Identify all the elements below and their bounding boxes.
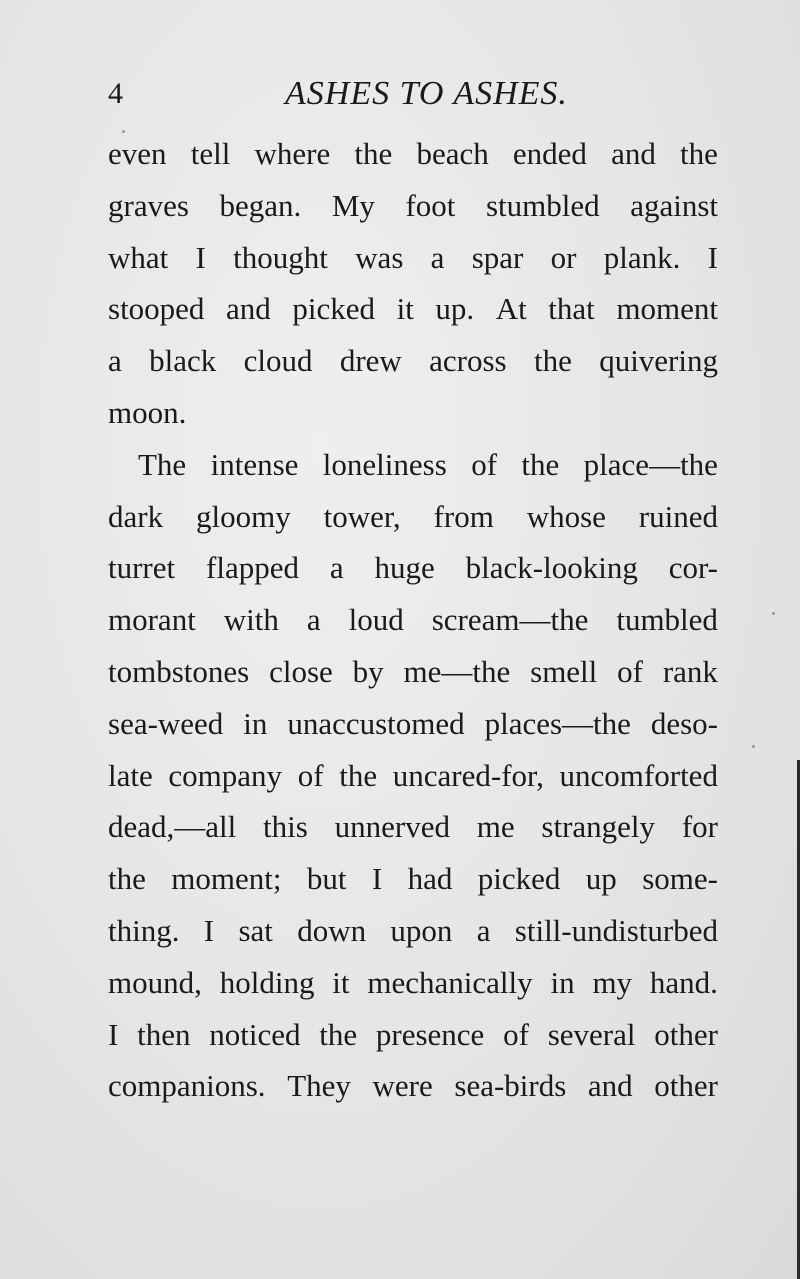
word: uncared-for, <box>392 757 544 793</box>
word: graves <box>108 187 189 223</box>
word: for <box>681 809 718 845</box>
word: a <box>306 602 321 638</box>
text-line <box>108 429 718 481</box>
word: presence <box>375 1016 485 1052</box>
word: a <box>476 912 491 948</box>
word: dead,—all <box>108 809 237 845</box>
text-line <box>108 584 718 636</box>
word: and <box>611 136 656 171</box>
word: the <box>319 1016 358 1052</box>
word: sea-weed <box>108 705 224 741</box>
word: a <box>108 343 122 379</box>
word: thing. <box>108 912 180 948</box>
word: the <box>108 861 146 897</box>
word: morant <box>108 602 196 638</box>
word: plank. <box>603 239 681 275</box>
word: ruined <box>638 498 718 534</box>
word: several <box>547 1016 636 1052</box>
word: then <box>137 1016 191 1052</box>
word: huge <box>374 550 435 586</box>
word: me—the <box>403 653 511 689</box>
word: stooped <box>108 291 205 327</box>
word: places—the <box>484 705 631 741</box>
word: deso- <box>650 705 718 741</box>
word: noticed <box>209 1016 301 1052</box>
word: cor- <box>668 550 718 586</box>
word: thought <box>233 239 328 275</box>
word: sat <box>238 912 273 948</box>
word: whose <box>526 498 606 534</box>
word: other <box>654 1068 718 1104</box>
word: intense <box>210 446 299 482</box>
word: of <box>503 1016 529 1052</box>
word: a <box>430 239 445 275</box>
word: tumbled <box>616 602 718 638</box>
word: late <box>108 757 153 793</box>
word: My <box>331 187 375 223</box>
word: place—the <box>583 446 718 482</box>
text-line: moon. <box>108 394 187 430</box>
word: my <box>592 964 633 1000</box>
word: beach <box>416 136 489 171</box>
word: tell <box>190 136 231 171</box>
word: and <box>587 1068 633 1104</box>
paper-speck <box>772 612 775 615</box>
word: mound, <box>108 964 202 1000</box>
word: companions. <box>108 1068 266 1104</box>
word: in <box>550 964 575 1000</box>
word: tower, <box>323 498 401 534</box>
text-line <box>108 895 718 947</box>
word: the <box>680 136 718 171</box>
word: other <box>654 1016 718 1052</box>
word: The <box>138 446 187 482</box>
word: loud <box>348 602 404 638</box>
word: moment; <box>171 861 282 897</box>
word: ended <box>512 136 587 171</box>
word: the <box>354 136 393 171</box>
text-line <box>108 740 718 792</box>
word: began. <box>219 187 302 223</box>
page-header <box>0 68 800 112</box>
word: quivering <box>599 343 718 379</box>
word: turret <box>108 550 176 586</box>
word: At <box>495 291 527 327</box>
paper-speck <box>752 745 755 748</box>
text-line <box>108 170 718 222</box>
word: scream—the <box>431 602 589 638</box>
word: stumbled <box>485 187 600 223</box>
text-line <box>108 688 718 740</box>
word: had <box>407 861 453 897</box>
word: against <box>630 187 718 223</box>
word: where <box>254 136 331 171</box>
word: me <box>476 809 515 845</box>
word: flapped <box>206 550 299 586</box>
word: sea-birds <box>454 1068 567 1104</box>
word: unnerved <box>334 809 450 845</box>
word: black <box>149 343 217 379</box>
page-number: 4 <box>108 77 123 110</box>
word: from <box>433 498 494 534</box>
word: or <box>550 239 577 275</box>
word: the <box>521 446 560 482</box>
running-title: ASHES TO ASHES. <box>285 75 568 112</box>
word: in <box>243 705 268 741</box>
word: of <box>471 446 498 482</box>
word: hand. <box>649 964 718 1000</box>
word: loneliness <box>322 446 447 482</box>
word: it <box>332 964 350 1000</box>
word: it <box>396 291 414 327</box>
word: were <box>372 1068 433 1104</box>
word: dark <box>108 498 164 534</box>
text-line <box>108 1050 718 1102</box>
word: with <box>223 602 279 638</box>
text-line <box>108 999 718 1051</box>
word: drew <box>339 343 402 379</box>
word: holding <box>219 964 315 1000</box>
word: strangely <box>541 809 656 845</box>
text-line <box>108 791 718 843</box>
word: moment <box>616 291 718 327</box>
word: up <box>585 861 617 897</box>
text-line <box>108 222 718 274</box>
word: uncomforted <box>559 757 718 793</box>
text-line <box>108 636 718 688</box>
word: unaccustomed <box>287 705 465 741</box>
text-line <box>108 481 718 533</box>
text-line <box>108 273 718 325</box>
word: black-looking <box>465 550 638 586</box>
word: company <box>168 757 283 793</box>
word: I <box>108 1016 119 1052</box>
word: down <box>297 912 367 948</box>
word: what <box>108 239 169 275</box>
word: a <box>329 550 344 586</box>
word: that <box>548 291 595 327</box>
word: tombstones <box>108 653 250 689</box>
word: foot <box>405 187 456 223</box>
word: picked <box>477 861 561 897</box>
word: some- <box>642 861 718 897</box>
word: gloomy <box>195 498 291 534</box>
word: of <box>297 757 324 793</box>
text-line <box>108 843 718 895</box>
word: still-undisturbed <box>514 912 718 948</box>
word: of <box>617 653 643 689</box>
paper-speck <box>122 130 125 133</box>
word: close <box>269 653 333 689</box>
text-line <box>108 325 718 377</box>
word: I <box>203 912 215 948</box>
body-text <box>108 118 718 1102</box>
word: and <box>226 291 271 327</box>
text-line <box>108 118 718 170</box>
word: rank <box>662 653 718 689</box>
word: spar <box>471 239 524 275</box>
word: cloud <box>243 343 313 379</box>
word: smell <box>530 653 598 689</box>
text-line <box>108 947 718 999</box>
text-line <box>108 532 718 584</box>
word: I <box>707 239 718 275</box>
word: I <box>195 239 206 275</box>
word: even <box>108 136 167 171</box>
word: was <box>355 239 404 275</box>
word: I <box>371 861 383 897</box>
word: across <box>429 343 507 379</box>
word: picked <box>292 291 375 327</box>
word: the <box>533 343 572 379</box>
word: upon <box>390 912 453 948</box>
word: this <box>263 809 308 845</box>
word: mechanically <box>367 964 533 1000</box>
word: the <box>339 757 378 793</box>
word: They <box>287 1068 351 1104</box>
word: but <box>306 861 347 897</box>
word: up. <box>435 291 475 327</box>
word: by <box>352 653 384 689</box>
